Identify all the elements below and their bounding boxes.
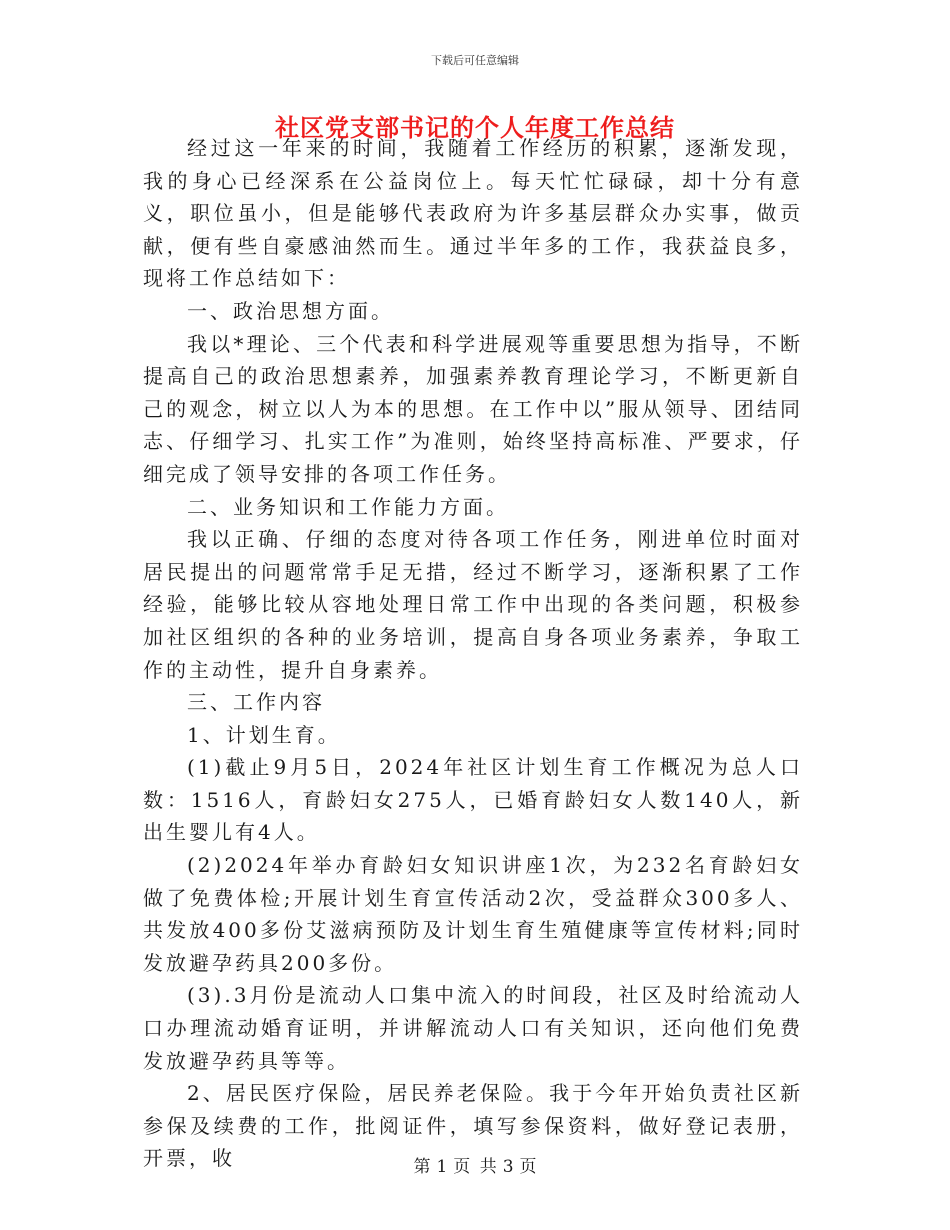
footer-suffix: 页 — [519, 1157, 537, 1177]
section-heading-work-content: 三、工作内容 — [187, 690, 325, 715]
page-footer — [0, 1152, 950, 1177]
paragraph-item-2: (2)2024年举办育龄妇女知识讲座1次，为232名育龄妇女做了免费体检;开展计划生育宣传活动2次，受益群众300多人、共发放400多份艾滋病预防及计划生育生殖健康等宣传材料;同时发放避孕药具200多份。 — [143, 853, 803, 975]
document-body — [143, 132, 803, 1175]
footer-page-number: 1 — [436, 1157, 448, 1177]
paragraph-item-1: (1)截止9月5日，2024年社区计划生育工作概况为总人口数：1516人，育龄妇女275人，已婚育龄妇女人数140人，新出生婴儿有4人。 — [143, 755, 803, 845]
footer-mid: 页 共 — [453, 1157, 497, 1177]
document-title: 社区党支部书记的个人年度工作总结 — [275, 113, 675, 142]
paragraph-business: 我以正确、仔细的态度对待各项工作任务，刚进单位时面对居民提出的问题常常手足无措，经过不断学习，逐渐积累了工作经验，能够比较从容地处理日常工作中出现的各类问题，积极参加社区组织的各种的业务培训，提高自身各项业务素养，争取工作的主动性，提升自身素养。 — [143, 527, 803, 682]
paragraph-item-3: (3).3月份是流动人口集中流入的时间段，社区及时给流动人口办理流动婚育证明，并讲解流动人口有关知识，还向他们免费发放避孕药具等等。 — [143, 983, 803, 1073]
footer-total-pages: 3 — [502, 1157, 514, 1177]
footer-prefix: 第 — [413, 1157, 431, 1177]
section-heading-political: 一、政治思想方面。 — [187, 298, 394, 323]
page-header: 下载后可任意编辑 — [431, 54, 519, 67]
subheading-family-planning: 1、计划生育。 — [187, 722, 341, 747]
section-heading-business: 二、业务知识和工作能力方面。 — [187, 494, 509, 519]
paragraph-political: 我以*理论、三个代表和科学进展观等重要思想为指导，不断提高自己的政治思想素养，加强素养教育理论学习，不断更新自己的观念，树立以人为本的思想。在工作中以”服从领导、团结同志、仔细学习、扎实工作”为准则，始终坚持高标准、严要求，仔细完成了领导安排的各项工作任务。 — [143, 331, 803, 486]
paragraph-insurance: 2、居民医疗保险，居民养老保险。我于今年开始负责社区新参保及续费的工作，批阅证件，填写参保资料，做好登记表册，开票，收 — [143, 1081, 803, 1171]
paragraph-intro: 经过这一年来的时间，我随着工作经历的积累，逐渐发现，我的身心已经深系在公益岗位上。每天忙忙碌碌，却十分有意义，职位虽小，但是能够代表政府为许多基层群众办实事，做贡献，便有些自豪感油然而生。通过半年多的工作，我获益良多，现将工作总结如下： — [143, 136, 803, 291]
